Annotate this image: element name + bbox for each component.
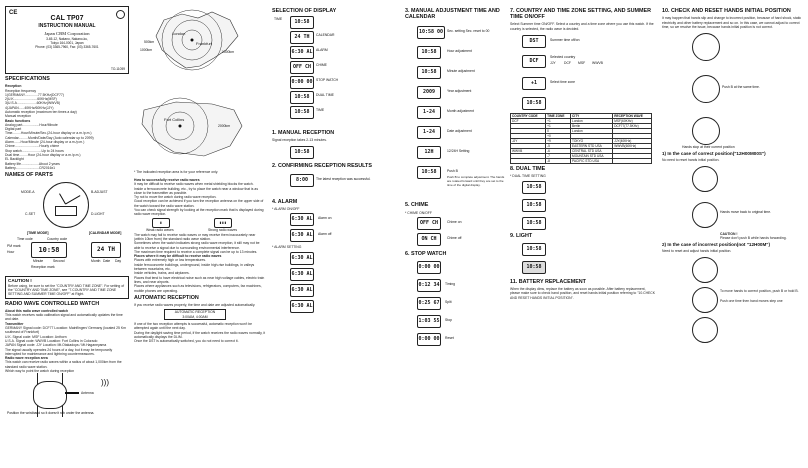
notes-item: You can check signal strength by looking at the reception mark that is displayed during radio wave reception. [134, 208, 264, 217]
map-label-1000km: 1000km [140, 48, 153, 52]
auto-box-times: 3:00AM, 4:00AM [182, 314, 208, 319]
step-alarm: ALARM [316, 48, 328, 53]
spec-line: 3)U.S.A.....................60KHz(WWVB) [5, 101, 61, 106]
cell: JJY [511, 139, 546, 144]
auto-note: Once the DST is automatically switched, you do not need to correct it. [134, 339, 239, 344]
watch-case1-1 [692, 166, 718, 192]
label-time-code: Time code [17, 237, 33, 242]
notes-item: Inside a ferroconcrete building, etc., try to place the watch near a window that is as close to the transmitter as possible. [134, 186, 259, 195]
lcd-country: DCF [522, 55, 546, 68]
reset-text: It may happen that hands slip and change to incorrect position, because of hard shock, static electricity and other battery replacement and so on. In this case, we cannot adjust to correct time, so we resolve the issue, because hands initial position is not correct. [662, 16, 802, 29]
station-dot-fort-collins [179, 125, 182, 128]
stopwatch-flow [405, 259, 505, 359]
adj-push-note: Push B to complete adjustment. The hands are rotated forward until they are set to the time of the digital display. [447, 175, 505, 187]
sw-timing-label: Timing [445, 282, 456, 287]
spec-line: Analog part..................Hour/Minute [5, 122, 58, 127]
map-label-london: London [172, 31, 186, 36]
lcd-alarm-set-1: 6:30 AL [290, 252, 314, 265]
adj-date-label: Date adjustment [447, 129, 472, 134]
lcd-sw-1: 0:00 00 [417, 261, 441, 274]
step-dual-time: DUAL TIME [316, 93, 334, 98]
column-4 [405, 6, 505, 359]
adjust-flow [405, 22, 505, 200]
lcd-dual-2: 10:58 [522, 199, 546, 212]
lcd-sel-chime: OFF CH [290, 61, 314, 74]
cell: London [571, 129, 613, 134]
cell: CENTRAL STD USA [571, 149, 613, 154]
lcd-chime-off: OFF CH [417, 217, 441, 230]
spec-line: 4)JAPAN......40KHz/60KHz(JJY) [5, 105, 54, 110]
case2-note: To move hands to correct position, push B or hold B. [720, 289, 799, 294]
cell: +9 [546, 139, 571, 144]
poor-item: Inside ferroconcrete buildings, underground, inside high-rise buildings, in valleys between mountains, etc. [134, 262, 255, 272]
cell: PACIFIC STD USA [571, 159, 613, 164]
auto-reception-text: If you receive radio waves properly, the time and date are adjusted automatically. [134, 303, 256, 308]
lcd-confirm: 8:00 [290, 174, 314, 187]
spec-line: 2)U.K.........................60KHz(MSF) [5, 97, 57, 102]
cell: TOKYO [571, 139, 613, 144]
spec-line: Basic functions [5, 118, 31, 123]
antenna-diagram [5, 373, 129, 417]
case2-note2: Push one time then hand moves step one [720, 299, 783, 304]
cell [511, 159, 546, 164]
spec-line: Dual time.........Hour (24-hour display or a.m./p.m.) [5, 152, 81, 157]
radio-germany: GERMANY Signal code: DCF77 Location: Mainflingen/ Germany (located 25 Km southeast of Frankfurt) [5, 326, 126, 335]
lcd-sw-5: 0:00 00 [417, 333, 441, 346]
lcd-alarm-set-2: 6:30 AL [290, 268, 314, 281]
lcd-chime-on: ON CH [417, 233, 441, 246]
radio-transmitter: Transmitter [5, 321, 24, 326]
adj-month-label: Month adjustment [447, 109, 474, 114]
lcd-alarm-on: 6:30 AL [290, 213, 314, 226]
label-hour: Hour [7, 250, 15, 255]
lcd-light-2: 10:58 [522, 261, 546, 274]
lcd-strong-signal: ▮▮▮ [214, 218, 232, 228]
auto-note: If one of the two reception attempts is successful, automatic reception won't be attempted again until the next day. [134, 322, 253, 331]
auto-notes [134, 322, 266, 343]
adj-push-label: Push B [447, 169, 458, 174]
adj-hour-label: Hour adjustment [447, 49, 472, 54]
spec-list [5, 84, 129, 170]
auto-box-title: AUTOMATIC RECEPTION [174, 310, 216, 315]
case2-heading: 2) In the case of incorrect position(not "12H00M") [662, 242, 770, 248]
address-line-2: Tokyo 164-0001, Japan [50, 41, 84, 45]
cell: -6 [546, 149, 571, 154]
cover-box [5, 6, 129, 74]
case1-caution-text: Please don't push B while hands forwarding. [720, 236, 787, 241]
column-2 [134, 6, 266, 344]
lcd-sel-stopwatch: 0:00 00 [290, 76, 314, 89]
cell: DCF77(77.5KHz) [613, 124, 652, 129]
th-city: CITY [571, 114, 613, 119]
cell: WWVB [511, 149, 546, 154]
summer-time-label: Summer time off/on [550, 38, 580, 42]
radio-uk: U.K. Signal code: MSF Location: Anthorn [5, 334, 67, 339]
radio-about: About this radio wave controlled watch [5, 308, 69, 313]
column-1 [5, 6, 129, 417]
label-mode-a: MODE-A [21, 190, 35, 195]
cell: -7 [546, 154, 571, 159]
spec-line: Chime..........................Hourly chime [5, 144, 60, 149]
cell: MOUNTAIN STD USA [571, 154, 613, 159]
case1-heading: 1) In the case of correct position("12H00M00S") [662, 151, 766, 157]
lcd-dual-1: 10:58 [522, 181, 546, 194]
weak-signal-label: Weak radio waves [146, 227, 174, 232]
selection-heading: SELECTION OF DISPLAY [272, 8, 337, 14]
label-second: Second [53, 259, 65, 264]
lcd-adj-12-24: 12H [417, 146, 441, 159]
radio-wave-icon: ))) [101, 378, 109, 388]
chime-on-label: Chime on [447, 219, 462, 224]
spec-line: Stop watch.....................Up to 24 hours [5, 148, 64, 153]
manual-flow [272, 143, 376, 161]
country-flow [510, 31, 656, 113]
reset-heading: 10. CHECK AND RESET HANDS INITIAL POSITION [662, 8, 791, 14]
cell [613, 159, 652, 164]
watch-reset-3 [692, 117, 720, 145]
alarm-sub: * ALARM ON/OFF [272, 207, 300, 212]
lcd-adj-month: 1-24 [417, 106, 441, 119]
label-country-code: Country code [47, 237, 68, 242]
time-mode-label: [TIME MODE] [27, 231, 49, 236]
spec-line: Manual reception [5, 114, 32, 119]
lcd-dual-3: 10:58 [522, 217, 546, 230]
lcd-sw-2: 0:12 34 [417, 279, 441, 292]
th-wave: RECEPTION WAVE [613, 114, 652, 119]
column-5 [510, 6, 656, 300]
country-text: Select Summer time ON/OFF. Select a country and a time zone where you use this watch. If the country is selected, the radio wave is decided. [510, 22, 654, 31]
case1-text: No need to reset hands initial position. [662, 157, 720, 162]
doc-subtitle: INSTRUCTION MANUAL [38, 23, 96, 29]
map-label-1500km: 1500km [222, 50, 235, 54]
watch-case2-2 [692, 287, 718, 313]
label-day: Day [115, 259, 122, 264]
cell: +1 [546, 124, 571, 129]
table-row [511, 159, 652, 164]
radio-japan: JAPAN Signal code: JJY Location: Mt.Otakadoya / Mt.Haganeyama [5, 343, 107, 348]
radio-section [5, 309, 129, 373]
alarm-onoff-flow [272, 211, 376, 245]
lcd-alarm-set-3: 6:30 AL [290, 284, 314, 297]
cell: WWVB(60KHz) [613, 144, 652, 149]
lcd-manual: 10:58 [290, 146, 314, 159]
spec-line: Alarm.......Hour/Minute (24-hour display or a.m./p.m.) [5, 140, 85, 145]
spec-line: Battery.........................CR2016x1 [5, 165, 56, 170]
map-label-500km: 500km [144, 40, 155, 44]
country-table [510, 113, 652, 164]
watch-reset-2 [692, 75, 720, 103]
lcd-sel-time: 10:58 [290, 16, 314, 29]
chime-flow [405, 215, 505, 249]
watch-case2-1 [692, 257, 718, 283]
spec-line: Digital part [5, 127, 22, 132]
adj-12-24-label: 12/24H Setting [447, 149, 470, 154]
ce-mark: CE [9, 10, 18, 16]
lcd-sel-time-return: 10:58 [290, 106, 314, 119]
lcd-summer-time: DST [522, 35, 546, 48]
th-country: COUNTRY CODE [511, 114, 546, 119]
spec-line: Time.........Hour/Minute/Sec.(24-hour display or a.m./p.m.) [5, 131, 92, 136]
manual-text: Signal reception takes 2-13 minutes. [272, 138, 327, 143]
alarm-off-label: Alarm off [318, 232, 332, 237]
lcd-adj-sec: 10:58 00 [417, 26, 445, 39]
lcd-sel-calendar: 24 TH [290, 31, 314, 44]
lcd-adj-hour: 10:58 [417, 46, 441, 59]
address-line-3: Phone: (03) 3365-7960, Fax: (03) 3365-7601 [35, 45, 99, 49]
dual-flow [510, 179, 656, 231]
cell: -5 [546, 144, 571, 149]
map-caption: * The indicated reception area is for your reference only. [134, 170, 219, 174]
adjust-heading: 3. MANUAL ADJUSTMENT TIME AND CALENDAR [405, 8, 500, 21]
watch-case2-3 [692, 317, 718, 343]
cell: MSF(60KHz) [613, 119, 652, 124]
country-msf: MSF [578, 61, 586, 65]
lcd-adj-year: 2009 [417, 86, 441, 99]
dual-sub: * DUAL TIME SETTING [510, 174, 546, 179]
alarm-heading: 4. ALARM [272, 198, 298, 205]
lcd-adj-minute: 10:58 [417, 66, 441, 79]
notes-heading: How to successfully receive radio waves [134, 178, 200, 182]
poor-item: Places with extremely high or low temperatures. [134, 258, 206, 263]
reset-step-2: Hands stop at their current position [682, 145, 735, 150]
th-zone: TIME ZONE [546, 114, 571, 119]
country-heading: 7. COUNTRY AND TIME ZONE SETTING, AND SUMMER TIME ON/OFF [510, 8, 651, 21]
notes-more: The maximum time required to receive a complete signal can be up to 13 minutes. [134, 249, 258, 254]
reset-flow-1 [662, 29, 804, 149]
notes-item: It may be difficult to receive radio waves when metal shielding blocks the watch. [134, 182, 254, 187]
antenna-label: Antenna [81, 391, 94, 396]
chime-off-label: Chime off [447, 235, 462, 240]
cell: London [571, 119, 613, 124]
caution-heading: CAUTION ! [8, 278, 32, 284]
lcd-weak-signal: ▮ [152, 218, 170, 228]
caution-text: Before using, be sure to set the "COUNTRY AND TIME ZONE". For setting of the "COUNTRY AND TIME ZONE", see "7.COUNTRY AND TIME ZONE SETTING AND SUMMER TIME ON/OFF" at Right. [8, 283, 125, 297]
radio-range-text: This watch can receive radio waves within a radius of about 1,000km from the standard radio wave station. [5, 360, 122, 369]
watch-caption-2: Position the wristband so it doesn't rub under the antenna. [7, 411, 95, 416]
spec-line: Calendar..........Month/Date/Day (Auto calendar up to 2099) [5, 135, 94, 140]
adj-year-label: Year adjustment [447, 89, 472, 94]
address-line-1: 3-65-12, Nakano, Nakano-ku, [46, 37, 88, 41]
cell: +0 [546, 134, 571, 139]
lcd-time-zone: +1 [522, 77, 546, 90]
poor-item: Places that tend to have electrical noise such as near high voltage cables, electric train lines, and near airports. [134, 275, 265, 284]
signal-strength-diagram [134, 217, 266, 233]
watch-face-parts [43, 182, 89, 228]
notes-more: The watch may fail to receive radio waves or may receive them inaccurately near (within 10km from) the standard radio wave station. [134, 232, 256, 241]
reception-map [134, 6, 266, 178]
alarm-setting-sub: * ALARM SETTING [272, 245, 302, 250]
step-time: TIME [274, 17, 283, 22]
spec-line: EL Backlight [5, 157, 24, 162]
radio-text-1: This watch receives radio calibration signal and automatically updates the time and date. [5, 313, 123, 322]
reset-step-1: Push B at the same time. [722, 85, 760, 90]
step-calendar: CALENDAR [316, 33, 335, 38]
lcd-country-done: 10:58 [522, 97, 546, 110]
sw-split-label: Split [445, 300, 452, 305]
cell: JJY(40KHz) [613, 139, 652, 144]
country-wwvb: WWVB [592, 61, 603, 65]
lcd-sel-dual: 10:58 [290, 91, 314, 104]
watch-face-antenna [33, 381, 67, 409]
step-time-return: TIME [316, 108, 325, 113]
label-pm-mark: PM mark [7, 244, 21, 249]
map-label-frankfurt: Frankfurt [196, 41, 213, 46]
lcd-alarm-off: 6:30 AL [290, 229, 314, 242]
label-minute: Minute [33, 259, 44, 264]
case2-flow [662, 253, 804, 343]
case1-note: Hands move back to original time. [720, 209, 772, 214]
doc-code: TO-11059 [110, 67, 125, 71]
lcd-time-mode: 10:58 [31, 242, 67, 258]
caution-box [5, 276, 129, 298]
radio-range-heading: Radio wave reception area [5, 356, 48, 361]
company-name: Japan CBM Corporation [44, 31, 90, 36]
lcd-light-1: 10:58 [522, 243, 546, 256]
battery-heading: 11. BATTERY REPLACEMENT [510, 278, 586, 285]
lcd-alarm-set-4: 6:30 AL [290, 300, 314, 313]
lcd-sw-3: 0:25 67 [417, 297, 441, 310]
map-label-fort-collins: Fort Collins [164, 117, 185, 122]
sw-stop-label: Stop [445, 318, 452, 323]
lcd-adj-date: 1-24 [417, 126, 441, 139]
confirm-heading: 2. CONFIRMING RECEPTION RESULTS [272, 162, 372, 169]
map-label-2000km: 2000km [218, 124, 231, 128]
radio-heading: RADIO WAVE CONTROLLED WATCH [5, 300, 100, 307]
label-date: Date [103, 259, 111, 264]
battery-text: When the display dims, replace the battery as soon as possible. After battery replacement, please make sure to check hand position, and reset hands initial position referring to "10.CHECK AND RESET HANDS INITIAL POSITION". [510, 286, 656, 300]
alarm-on-label: Alarm on [318, 216, 332, 221]
strong-signal-label: Strong radio waves [208, 227, 238, 232]
time-zone-label: Select time zone [550, 80, 576, 84]
lcd-adj-done: 10:58 [417, 166, 441, 179]
label-month: Month [91, 259, 101, 264]
label-d-light: D-LIGHT [91, 212, 105, 217]
watch-lcd-window [55, 206, 77, 216]
stopwatch-heading: 6. STOP WATCH [405, 250, 447, 257]
spec-line: Battery life...................About 2 years [5, 161, 60, 166]
spec-line: Reception [5, 84, 22, 89]
station-dot-frankfurt [191, 39, 194, 42]
poor-heading: Places where it may be difficult to receive radio waves [134, 254, 222, 259]
poor-item: Inside vehicles, trains, and airplanes. [134, 271, 190, 276]
chime-heading: 5. CHIME [405, 202, 429, 209]
recycle-icon [116, 10, 125, 19]
case1-caution: CAUTION ! [720, 231, 738, 236]
confirm-text: The latest reception was successful. [316, 176, 371, 181]
watch-caption: Which way to point the watch during reception [5, 369, 75, 373]
country-jjy: JJY [550, 61, 556, 65]
spec-line: Reception frequency [5, 88, 37, 93]
lcd-sel-alarm: 6:30 AL [290, 46, 314, 59]
adj-minute-label: Minute adjustment [447, 69, 475, 74]
poor-item: Places where appliances such as televisions, refrigerators, computers, fax machines, mobile phones are operating. [134, 284, 262, 293]
column-6 [662, 6, 804, 343]
watch-case1-2 [692, 202, 718, 228]
parts-heading: NAMES OF PARTS [5, 172, 53, 179]
parts-diagram [5, 180, 129, 276]
notes-item: Try not to move the watch during radio wave reception. [134, 195, 217, 200]
cell: DCF [511, 119, 546, 124]
step-stopwatch: STOP WATCH [316, 78, 339, 83]
light-heading: 9. LIGHT [510, 232, 533, 239]
cell: Berlin [571, 124, 613, 129]
confirm-flow [272, 171, 376, 197]
spec-line: Automatic reception (maximum ten times a day) [5, 109, 77, 114]
cell: -8 [546, 159, 571, 164]
light-flow [510, 241, 656, 277]
alarm-setting-flow [272, 250, 376, 320]
spec-heading: SPECIFICATIONS [5, 76, 50, 82]
doc-title: CAL TP07 [50, 15, 84, 22]
selection-flow [272, 16, 376, 128]
label-c-set: C-SET [25, 212, 36, 217]
case1-flow [662, 162, 804, 232]
lcd-calendar-mode: 24 TH [91, 242, 121, 258]
selected-country-label: Selected country [550, 55, 576, 59]
step-chime: CHIME [316, 63, 327, 68]
auto-reception-box [164, 309, 226, 320]
auto-note: During the daylight saving time period, if the watch receives the radio waves normally, it automatically displays the DLIM. [134, 330, 266, 340]
cell: EASTERN STD USA [571, 144, 613, 149]
adj-sec-label: Sec. setting Sec. reset to 00 [447, 29, 490, 34]
auto-reception-heading: AUTOMATIC RECEPTION [134, 294, 199, 301]
calendar-mode-label: [CALENDAR MODE] [89, 231, 122, 236]
spec-line: 1)GERMANY..............77.5KHz(DCF77) [5, 92, 64, 97]
antenna-bar [65, 392, 79, 394]
watch-reset-1 [692, 33, 720, 61]
notes-item: Good reception can be achieved if you turn the reception antenna on the upper side of the watch toward the radio wave station. [134, 199, 264, 208]
notes-more: Sometimes when the watch indicates strong radio wave reception, it still may not be able to receive a signal due to surrounding environmental interference. [134, 241, 260, 250]
lcd-sw-4: 1:03 55 [417, 315, 441, 328]
cell: 0 [546, 129, 571, 134]
country-dcf: DCF [564, 61, 571, 65]
cell: +1 [546, 119, 571, 124]
column-3 [272, 6, 376, 320]
label-reception-mark: Reception mark [31, 265, 55, 270]
sw-reset-label: Reset [445, 336, 454, 341]
notes-section [134, 178, 266, 293]
map-graphic [134, 6, 266, 178]
chime-sub: * CHIME ON/OFF [405, 210, 432, 215]
manual-heading: 1. MANUAL RECEPTION [272, 130, 335, 137]
label-b-adjust: B-ADJUST [91, 190, 108, 195]
case2-text: Need to reset and adjust hands initial position. [662, 248, 732, 253]
radio-usa: U.S.A. Signal code: WWVB Location: Fort Collins in Colorado [5, 338, 98, 343]
dual-heading: 8. DUAL TIME [510, 166, 546, 172]
radio-note: The signal usually operates 24 hours of a day, but it may be temporarily interrupted for maintenance and lightning countermeasures. [5, 347, 113, 356]
